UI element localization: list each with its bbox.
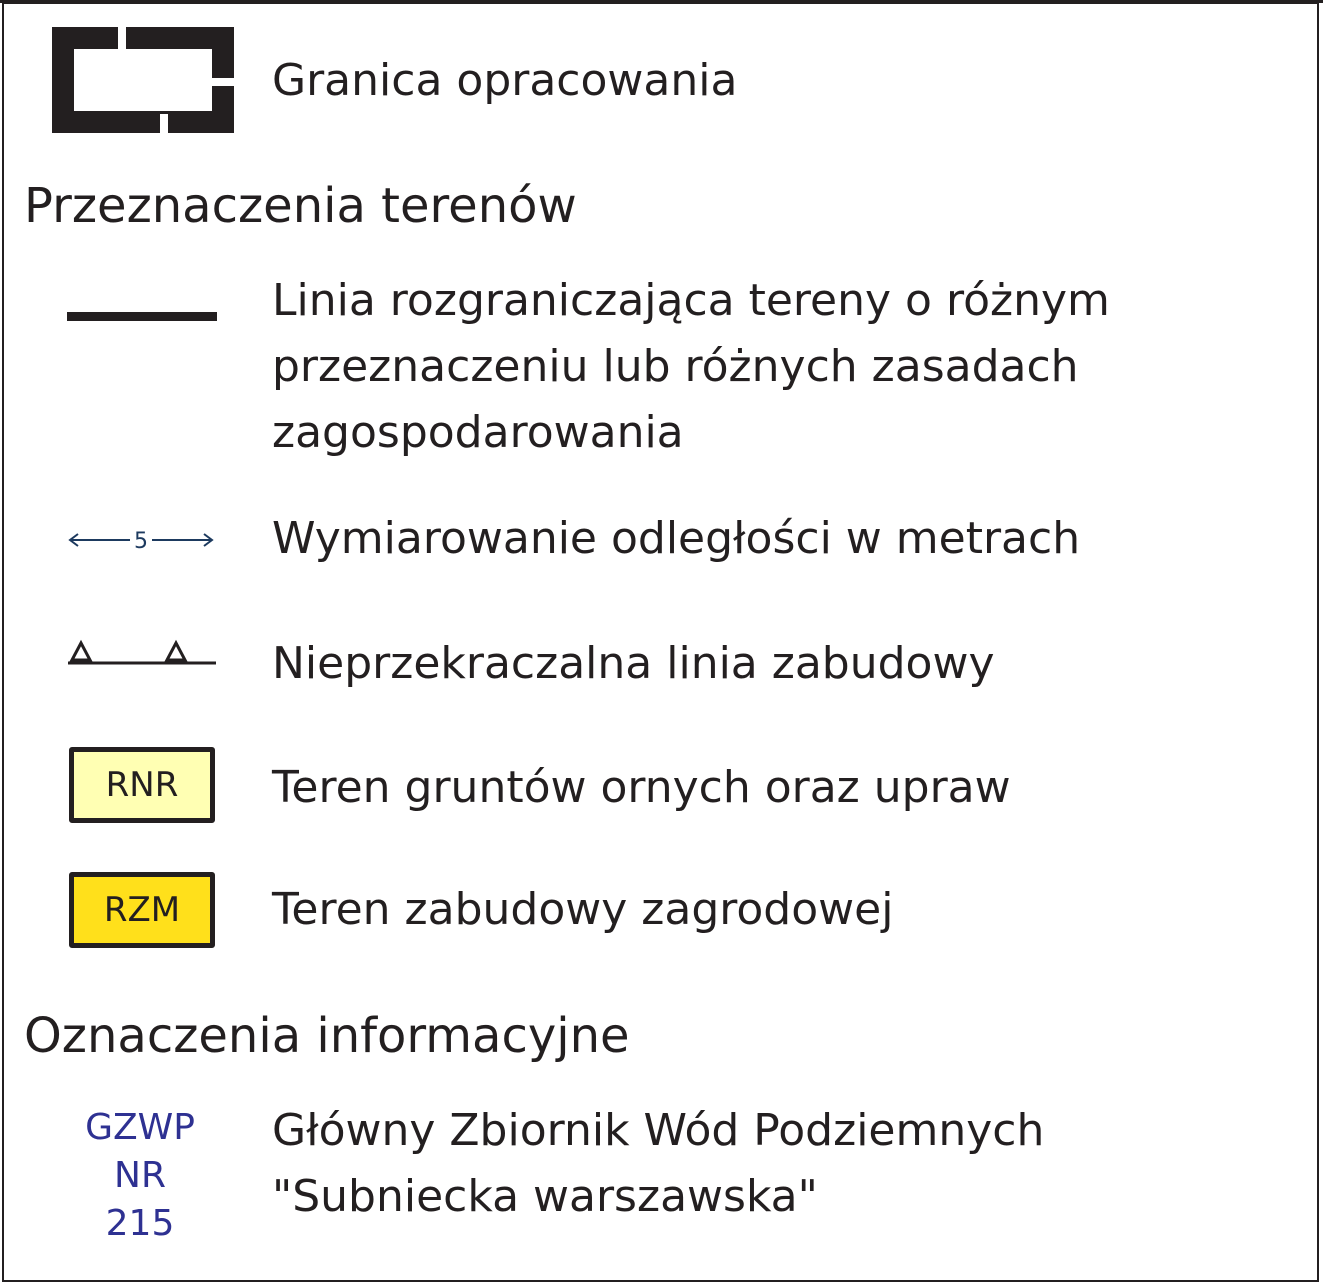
dividing-line-label-line-1: Linia rozgraniczająca tereny o różnym [272, 275, 1110, 326]
gzwp-code-line-3: 215 [105, 1203, 175, 1244]
rzm-symbol: RZM [69, 872, 215, 948]
rnr-symbol: RNR [69, 747, 215, 823]
boundary-symbol-icon [50, 26, 235, 134]
gzwp-code-line-1: GZWP [85, 1107, 195, 1148]
dimension-arrow-icon [66, 524, 218, 556]
gzwp-symbol [80, 1104, 200, 1248]
section-heading-land-use: Przeznaczenia terenów [24, 178, 577, 234]
rnr-label: Teren gruntów ornych oraz upraw [272, 762, 1011, 813]
building-line-icon [66, 636, 218, 670]
building-line-label: Nieprzekraczalna linia zabudowy [272, 638, 995, 689]
gzwp-label-line-1: Główny Zbiornik Wód Podziemnych [272, 1105, 1045, 1156]
dividing-line-icon [67, 312, 217, 321]
gzwp-label-line-2: "Subniecka warszawska" [272, 1171, 818, 1222]
gzwp-code-line-2: NR [114, 1155, 166, 1196]
section-heading-info: Oznaczenia informacyjne [24, 1008, 630, 1064]
boundary-label: Granica opracowania [272, 55, 738, 106]
rzm-label: Teren zabudowy zagrodowej [272, 884, 894, 935]
dividing-line-label-line-3: zagospodarowania [272, 407, 684, 458]
dimension-label: Wymiarowanie odległości w metrach [272, 513, 1081, 564]
dimension-value: 5 [134, 529, 148, 554]
dividing-line-label-line-2: przeznaczeniu lub różnych zasadach [272, 341, 1079, 392]
